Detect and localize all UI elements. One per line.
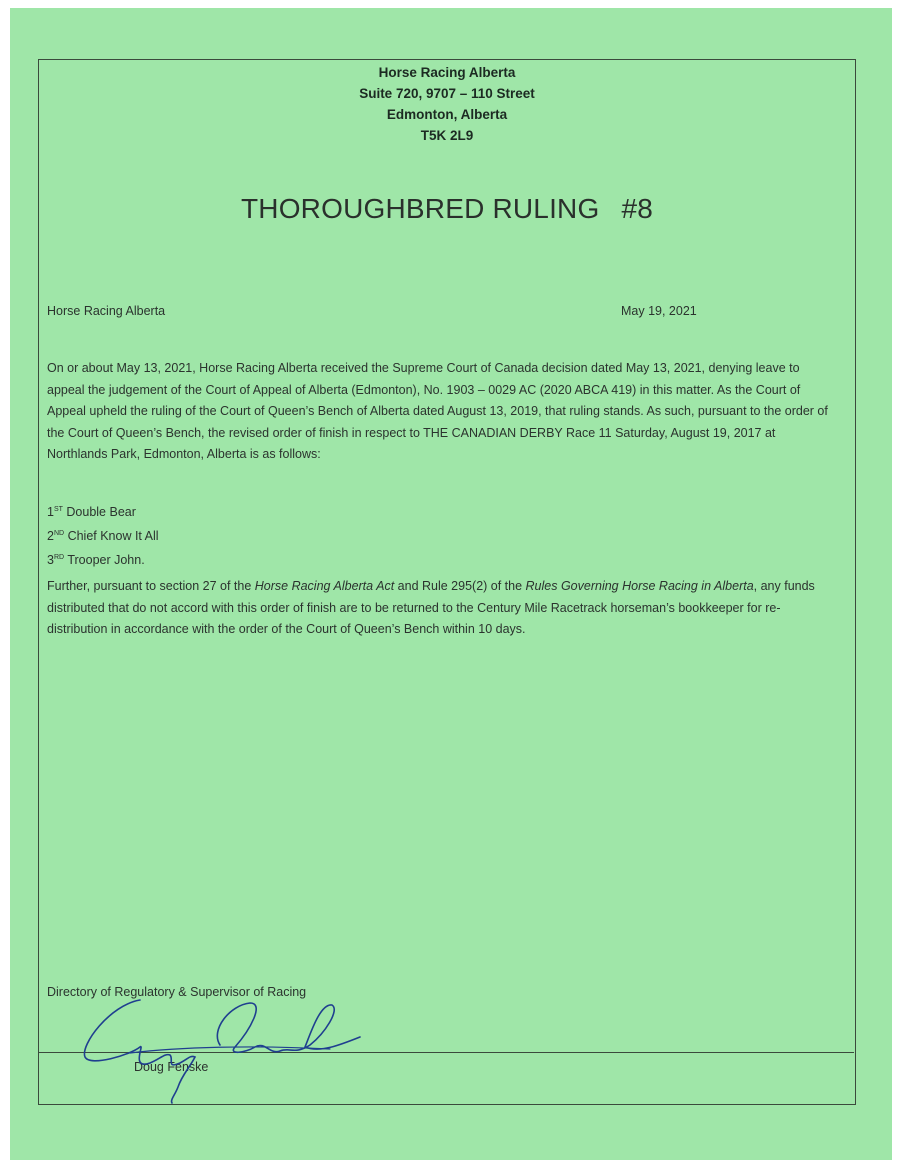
city-line: Edmonton, Alberta bbox=[386, 107, 508, 122]
signer-name: Doug Fenske bbox=[134, 1060, 209, 1074]
handwritten-signature bbox=[70, 975, 370, 1105]
act-name: Horse Racing Alberta Act bbox=[254, 579, 395, 593]
rules-name: Rules Governing Horse Racing in Alberta bbox=[525, 579, 754, 593]
ruling-title: THOROUGHBRED RULING bbox=[240, 193, 600, 224]
ruling-number: #8 bbox=[621, 193, 654, 224]
finish-order-list bbox=[47, 499, 159, 571]
finish-item: 1ST Double Bear bbox=[47, 505, 136, 519]
page-title bbox=[38, 193, 856, 225]
address-line: Suite 720, 9707 – 110 Street bbox=[359, 86, 535, 101]
ruling-date: May 19, 2021 bbox=[621, 304, 697, 318]
postal-code: T5K 2L9 bbox=[420, 128, 474, 143]
funds-paragraph: Further, pursuant to section 27 of the Horse Racing Alberta Act and Rule 295(2) of the Rules Governing Horse Racing in Alberta, any funds distributed that do not accord with this order of finish are to be returned to the Century Mile Racetrack horseman’s bookkeeper for re-distribution in accordance with the order of the Court of Queen’s Bench within 10 days. bbox=[47, 579, 815, 636]
ruling-paragraph: On or about May 13, 2021, Horse Racing Alberta received the Supreme Court of Canada decision dated May 13, 2021, denying leave to appeal the judgement of the Court of Appeal of Alberta (Edmonton), No. 1903 – 0029 AC (2020 ABCA 419) in this matter. As the Court of Appeal upheld the ruling of the Court of Queen’s Bench of Alberta dated August 13, 2019, that ruling stands. As such, pursuant to the order of the Court of Queen’s Bench, the revised order of finish in respect to THE CANADIAN DERBY Race 11 Saturday, August 19, 2017 at Northlands Park, Edmonton, Alberta is as follows: bbox=[47, 361, 828, 461]
letterhead bbox=[38, 62, 856, 146]
signer-title: Directory of Regulatory & Supervisor of Racing bbox=[47, 985, 307, 999]
issuer-label: Horse Racing Alberta bbox=[47, 304, 166, 318]
finish-item: 2ND Chief Know It All bbox=[47, 529, 159, 543]
org-name: Horse Racing Alberta bbox=[378, 65, 516, 80]
finish-item: 3RD Trooper John. bbox=[47, 553, 145, 567]
